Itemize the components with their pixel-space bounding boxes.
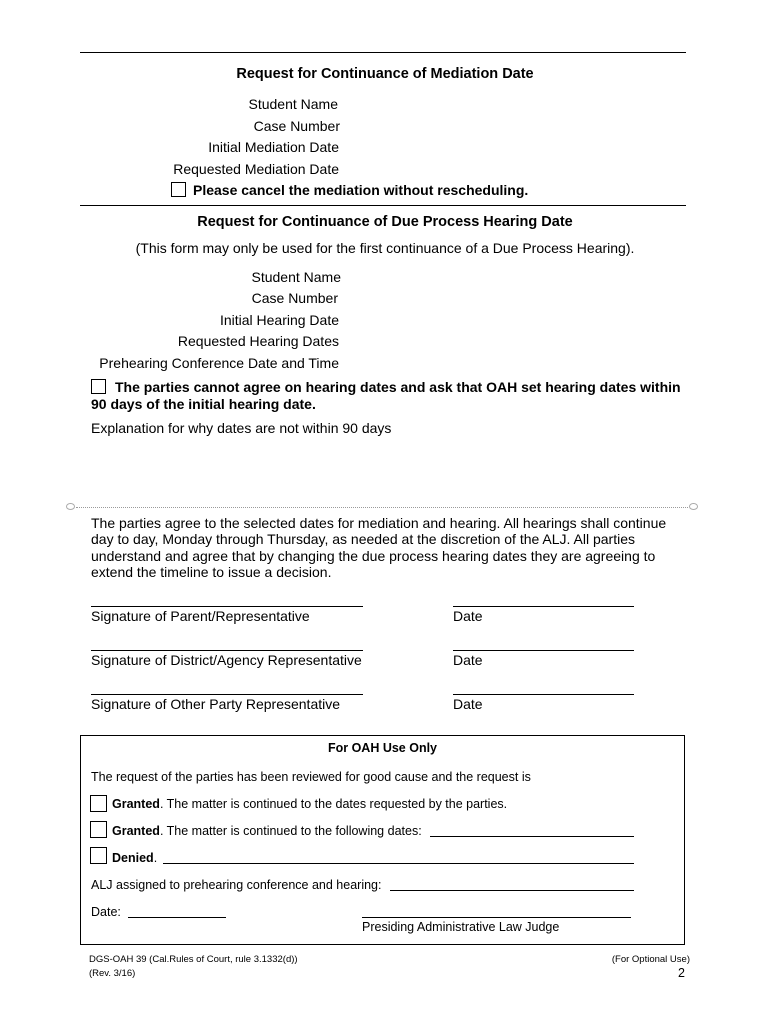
district-signature-line[interactable] [91,650,363,651]
mediation-field-case-number: Case Number [253,118,340,134]
alj-line[interactable] [390,890,634,891]
agreement-line-3: understand and agree that by changing the due process hearing dates they are agreeing to [91,548,656,564]
oah-title: For OAH Use Only [327,741,438,755]
other-date-label: Date [453,696,483,712]
mediation-field-requested-date: Requested Mediation Date [173,161,339,177]
optional-use-note: (For Optional Use) [611,954,690,965]
mediation-field-initial-date: Initial Mediation Date [208,139,339,155]
no-agreement-label-line1: The parties cannot agree on hearing dates and ask that OAH set hearing dates within [115,379,681,395]
hearing-note: (This form may only be used for the first continuance of a Due Process Hearing). [135,240,635,256]
hearing-field-case-number: Case Number [251,290,338,306]
form-revision: (Rev. 3/16) [89,968,136,979]
denied-label: Denied. [112,851,158,865]
oah-date-label: Date: [91,905,121,919]
other-signature-line[interactable] [91,694,363,695]
top-divider [80,52,686,53]
mediation-field-student-name: Student Name [248,96,338,112]
granted-requested-checkbox[interactable] [90,795,107,812]
judge-label: Presiding Administrative Law Judge [362,920,560,934]
denied-checkbox[interactable] [90,847,107,864]
district-signature-label: Signature of District/Agency Representative [91,652,362,668]
form-id: DGS-OAH 39 (Cal.Rules of Court, rule 3.1332(d)) [89,954,298,965]
divider-ornament-left [66,503,75,510]
cancel-mediation-label: Please cancel the mediation without rescheduling. [193,182,529,198]
oah-use-only-box [80,735,685,945]
section-divider [80,205,686,206]
divider-ornament-right [689,503,698,510]
district-date-label: Date [453,652,483,668]
agreement-line-2: day to day, Monday through Thursday, as needed at the discretion of the ALJ. All parties [91,531,636,547]
hearing-field-prehearing: Prehearing Conference Date and Time [99,355,339,371]
oah-date-line[interactable] [128,917,226,918]
hearing-field-student-name: Student Name [251,269,341,285]
granted-following-checkbox[interactable] [90,821,107,838]
parent-signature-label: Signature of Parent/Representative [91,608,310,624]
district-date-line[interactable] [453,650,634,651]
mediation-title: Request for Continuance of Mediation Date [236,66,534,82]
other-date-line[interactable] [453,694,634,695]
granted-following-label: Granted. The matter is continued to the following dates: [112,824,422,838]
granted-requested-label: Granted. The matter is continued to the dates requested by the parties. [112,797,508,811]
other-signature-label: Signature of Other Party Representative [91,696,341,712]
hearing-field-requested-dates: Requested Hearing Dates [177,333,339,349]
following-dates-line[interactable] [430,836,634,837]
hearing-field-initial-date: Initial Hearing Date [219,312,339,328]
cancel-mediation-checkbox[interactable] [171,182,186,197]
agreement-line-1: The parties agree to the selected dates for mediation and hearing. All hearings shall continue [91,515,667,531]
explanation-label: Explanation for why dates are not within 90 days [91,420,392,436]
page-number: 2 [678,966,685,980]
no-agreement-label-line2: 90 days of the initial hearing date. [91,396,316,412]
ornamental-divider [76,507,688,508]
oah-intro: The request of the parties has been reviewed for good cause and the request is [91,770,531,784]
agreement-line-4: extend the timeline to issue a decision. [91,564,332,580]
hearing-title: Request for Continuance of Due Process Hearing Date [197,214,573,230]
parent-signature-line[interactable] [91,606,363,607]
no-agreement-checkbox[interactable] [91,379,106,394]
parent-date-label: Date [453,608,483,624]
parent-date-line[interactable] [453,606,634,607]
judge-signature-line[interactable] [362,917,631,918]
alj-label: ALJ assigned to prehearing conference and hearing: [91,878,382,892]
denied-reason-line[interactable] [163,863,634,864]
